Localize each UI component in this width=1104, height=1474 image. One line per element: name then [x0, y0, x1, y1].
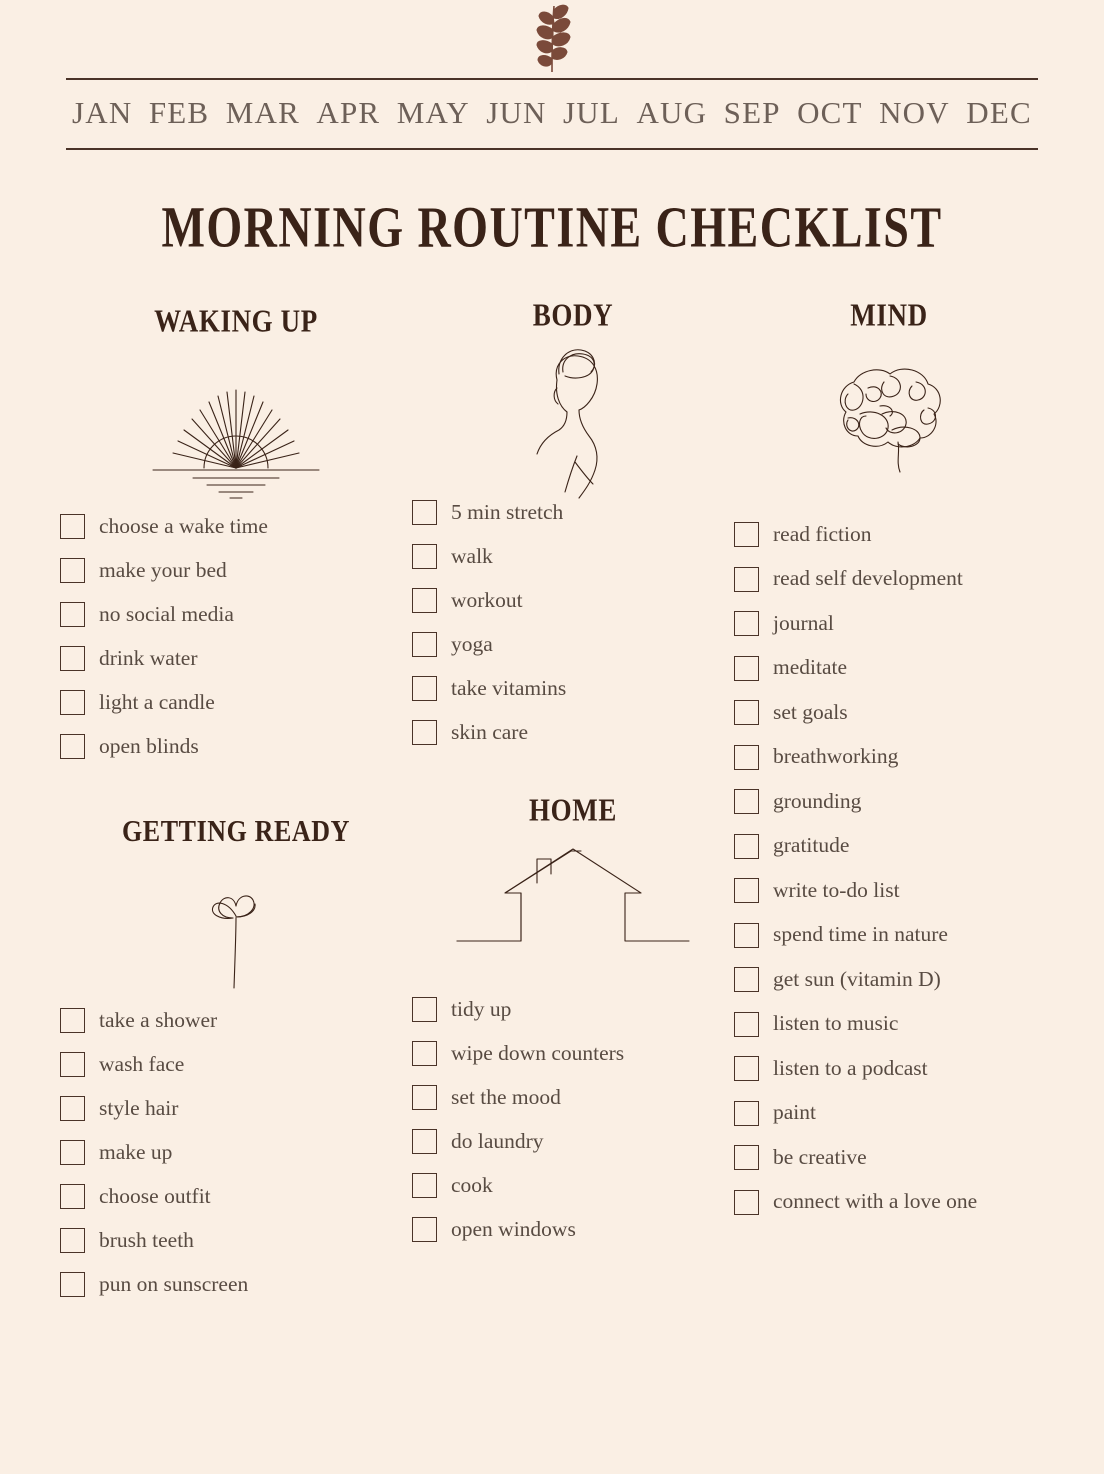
list-item[interactable] [60, 646, 412, 671]
month-oct[interactable]: OCT [797, 94, 863, 130]
item-label: write to-do list [773, 877, 900, 902]
item-label: no social media [99, 601, 234, 626]
item-label: skin care [451, 719, 529, 744]
checkbox[interactable] [412, 588, 437, 613]
checkbox[interactable] [60, 646, 85, 671]
list-item[interactable] [734, 522, 1044, 547]
item-label: style hair [99, 1095, 179, 1120]
list-item[interactable] [734, 834, 1044, 859]
checkbox[interactable] [412, 1173, 437, 1198]
checkbox[interactable] [412, 544, 437, 569]
checkbox[interactable] [412, 1129, 437, 1154]
item-label: choose outfit [99, 1183, 211, 1208]
list-item[interactable] [412, 1129, 734, 1154]
list-item[interactable] [60, 1052, 412, 1077]
section-heading-home: HOME [529, 792, 617, 828]
item-label: workout [451, 587, 523, 612]
checkbox[interactable] [60, 602, 85, 627]
month-sep[interactable]: SEP [723, 94, 781, 130]
section-heading-body: BODY [532, 297, 614, 333]
month-selector [66, 78, 1038, 150]
checkbox[interactable] [60, 1272, 85, 1297]
checkbox[interactable] [60, 1008, 85, 1033]
list-item[interactable] [734, 1056, 1044, 1081]
flower-icon [176, 858, 296, 998]
month-mar[interactable]: MAR [225, 94, 300, 130]
item-label: open blinds [99, 733, 199, 758]
checkbox[interactable] [412, 1041, 437, 1066]
list-item[interactable] [60, 1228, 412, 1253]
items-mind [734, 522, 1044, 1215]
checkbox[interactable] [412, 632, 437, 657]
item-label: choose a wake time [99, 513, 268, 538]
item-label: connect with a love one [773, 1189, 978, 1214]
month-jul[interactable]: JUL [563, 94, 621, 130]
sunrise-icon [131, 356, 341, 486]
list-item[interactable] [412, 588, 734, 613]
list-item[interactable] [60, 1272, 412, 1297]
list-item[interactable] [60, 602, 412, 627]
checkbox[interactable] [60, 1096, 85, 1121]
item-label: brush teeth [99, 1227, 194, 1252]
checkbox[interactable] [734, 611, 759, 636]
item-label: listen to music [773, 1011, 899, 1036]
item-label: meditate [773, 655, 848, 680]
checkbox[interactable] [734, 1012, 759, 1037]
item-label: pun on sunscreen [99, 1271, 249, 1296]
month-apr[interactable]: APR [316, 94, 381, 130]
item-label: cook [451, 1172, 493, 1197]
list-item[interactable] [412, 1173, 734, 1198]
list-item[interactable] [734, 789, 1044, 814]
checkbox[interactable] [60, 1228, 85, 1253]
item-label: get sun (vitamin D) [773, 966, 941, 991]
section-heading-waking-up: WAKING UP [154, 303, 318, 339]
item-label: wipe down counters [451, 1040, 625, 1065]
item-label: read fiction [773, 521, 872, 546]
list-item[interactable] [412, 1041, 734, 1066]
item-label: take a shower [99, 1007, 218, 1032]
list-item[interactable] [412, 720, 734, 745]
month-dec[interactable]: DEC [966, 94, 1032, 130]
item-label: gratitude [773, 833, 850, 858]
checkbox[interactable] [734, 1056, 759, 1081]
list-item[interactable] [412, 1217, 734, 1242]
item-label: do laundry [451, 1128, 544, 1153]
items-getting-ready [60, 1008, 412, 1297]
item-label: take vitamins [451, 675, 567, 700]
list-item[interactable] [734, 1101, 1044, 1126]
list-item[interactable] [60, 734, 412, 759]
checkbox[interactable] [734, 834, 759, 859]
item-label: breathworking [773, 744, 899, 769]
item-label: listen to a podcast [773, 1055, 928, 1080]
brain-icon [824, 354, 954, 474]
list-item[interactable] [734, 611, 1044, 636]
item-label: journal [773, 610, 834, 635]
column-middle [412, 297, 734, 1261]
checkbox[interactable] [60, 514, 85, 539]
checkbox[interactable] [734, 700, 759, 725]
month-jun[interactable]: JUN [486, 94, 547, 130]
list-item[interactable] [60, 1140, 412, 1165]
list-item[interactable] [60, 1184, 412, 1209]
checkbox[interactable] [734, 923, 759, 948]
checkbox[interactable] [412, 500, 437, 525]
item-label: yoga [451, 631, 493, 656]
list-item[interactable] [412, 676, 734, 701]
list-item[interactable] [734, 567, 1044, 592]
list-item[interactable] [734, 745, 1044, 770]
checkbox[interactable] [412, 1217, 437, 1242]
column-left [60, 303, 412, 1316]
checkbox[interactable] [734, 1145, 759, 1170]
checkbox[interactable] [734, 1101, 759, 1126]
checkbox[interactable] [412, 676, 437, 701]
list-item[interactable] [734, 1190, 1044, 1215]
item-label: be creative [773, 1144, 867, 1169]
item-label: drink water [99, 645, 198, 670]
list-item[interactable] [734, 923, 1044, 948]
list-item[interactable] [412, 544, 734, 569]
checklist-columns [0, 297, 1104, 1316]
checkbox[interactable] [60, 690, 85, 715]
section-heading-getting-ready: GETTING READY [121, 814, 351, 849]
item-label: walk [451, 543, 493, 568]
item-label: light a candle [99, 689, 215, 714]
item-label: make up [99, 1139, 173, 1164]
leaf-sprig-icon [512, 2, 592, 76]
list-item[interactable] [60, 514, 412, 539]
list-item[interactable] [734, 700, 1044, 725]
checkbox[interactable] [60, 1184, 85, 1209]
list-item[interactable] [412, 632, 734, 657]
list-item[interactable] [60, 1096, 412, 1121]
items-body [412, 500, 734, 745]
list-item[interactable] [412, 997, 734, 1022]
checkbox[interactable] [412, 720, 437, 745]
checkbox[interactable] [734, 1190, 759, 1215]
section-heading-mind: MIND [850, 297, 928, 333]
checkbox[interactable] [60, 1052, 85, 1077]
house-icon [453, 845, 693, 955]
page-title: MORNING ROUTINE CHECKLIST [161, 195, 943, 260]
checkbox[interactable] [734, 567, 759, 592]
item-label: wash face [99, 1051, 185, 1076]
items-home [412, 997, 734, 1242]
month-may[interactable]: MAY [396, 94, 470, 130]
female-torso-icon [513, 336, 633, 504]
month-feb[interactable]: FEB [148, 94, 210, 130]
list-item[interactable] [734, 1145, 1044, 1170]
checkbox[interactable] [734, 878, 759, 903]
month-jan[interactable]: JAN [72, 94, 133, 130]
checkbox[interactable] [734, 656, 759, 681]
month-nov[interactable]: NOV [879, 94, 950, 130]
items-waking-up [60, 514, 412, 759]
item-label: open windows [451, 1216, 576, 1241]
checkbox[interactable] [412, 997, 437, 1022]
sprig-header [0, 0, 1104, 78]
item-label: set goals [773, 699, 848, 724]
month-aug[interactable]: AUG [636, 94, 708, 130]
list-item[interactable] [734, 967, 1044, 992]
checkbox[interactable] [60, 1140, 85, 1165]
checkbox[interactable] [734, 745, 759, 770]
list-item[interactable] [412, 1085, 734, 1110]
list-item[interactable] [734, 878, 1044, 903]
item-label: tidy up [451, 996, 512, 1021]
checkbox[interactable] [734, 522, 759, 547]
item-label: make your bed [99, 557, 227, 582]
list-item[interactable] [60, 690, 412, 715]
checkbox[interactable] [412, 1085, 437, 1110]
list-item[interactable] [734, 656, 1044, 681]
item-label: read self development [773, 566, 963, 591]
item-label: paint [773, 1100, 816, 1125]
item-label: grounding [773, 788, 862, 813]
item-label: spend time in nature [773, 922, 948, 947]
list-item[interactable] [734, 1012, 1044, 1037]
list-item[interactable] [60, 558, 412, 583]
checkbox[interactable] [60, 558, 85, 583]
column-right [734, 297, 1044, 1234]
item-label: 5 min stretch [451, 499, 564, 524]
checkbox[interactable] [60, 734, 85, 759]
checkbox[interactable] [734, 967, 759, 992]
checkbox[interactable] [734, 789, 759, 814]
list-item[interactable] [60, 1008, 412, 1033]
item-label: set the mood [451, 1084, 561, 1109]
